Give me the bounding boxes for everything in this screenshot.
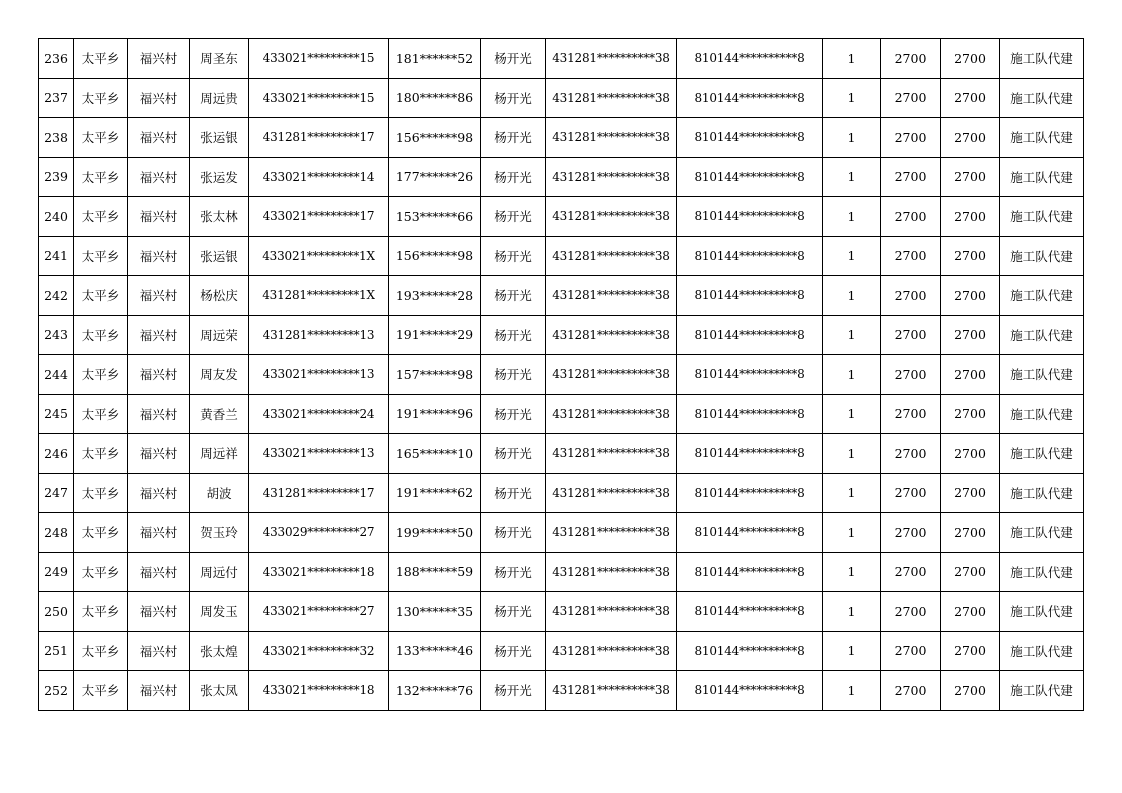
- village-cell: 福兴村: [128, 513, 190, 553]
- subsidy-cell: 2700: [941, 39, 1000, 79]
- id-number-cell: 433021*********18: [249, 552, 389, 592]
- township-cell: 太平乡: [74, 78, 128, 118]
- table-row: [39, 315, 1084, 355]
- payee-cell: 杨开光: [481, 236, 546, 276]
- payee-cell: 杨开光: [481, 355, 546, 395]
- phone-cell: 199******50: [389, 513, 481, 553]
- township-cell: 太平乡: [74, 592, 128, 632]
- account-cell: 810144**********8: [677, 236, 823, 276]
- village-cell: 福兴村: [128, 39, 190, 79]
- name-cell: 周远荣: [190, 315, 249, 355]
- phone-cell: 180******86: [389, 78, 481, 118]
- account-cell: 810144**********8: [677, 39, 823, 79]
- phone-cell: 153******66: [389, 197, 481, 237]
- subsidy-cell: 2700: [941, 355, 1000, 395]
- payee-cell: 杨开光: [481, 197, 546, 237]
- name-cell: 贺玉玲: [190, 513, 249, 553]
- table-row: [39, 197, 1084, 237]
- village-cell: 福兴村: [128, 197, 190, 237]
- payee-id-cell: 431281**********38: [546, 513, 677, 553]
- payee-id-cell: 431281**********38: [546, 197, 677, 237]
- id-number-cell: 433021*********18: [249, 671, 389, 711]
- payee-cell: 杨开光: [481, 671, 546, 711]
- name-cell: 周圣东: [190, 39, 249, 79]
- township-cell: 太平乡: [74, 513, 128, 553]
- account-cell: 810144**********8: [677, 671, 823, 711]
- village-cell: 福兴村: [128, 236, 190, 276]
- id-number-cell: 431281*********17: [249, 473, 389, 513]
- subsidy-cell: 2700: [941, 236, 1000, 276]
- payee-cell: 杨开光: [481, 434, 546, 474]
- subsidy-cell: 2700: [941, 671, 1000, 711]
- village-cell: 福兴村: [128, 157, 190, 197]
- name-cell: 张太林: [190, 197, 249, 237]
- build-method-cell: 施工队代建: [1000, 552, 1084, 592]
- row-number-cell: 250: [39, 592, 74, 632]
- account-cell: 810144**********8: [677, 473, 823, 513]
- row-number-cell: 244: [39, 355, 74, 395]
- phone-cell: 188******59: [389, 552, 481, 592]
- amount-cell: 2700: [881, 592, 941, 632]
- row-number-cell: 246: [39, 434, 74, 474]
- id-number-cell: 433021*********24: [249, 394, 389, 434]
- name-cell: 张运银: [190, 236, 249, 276]
- name-cell: 张运银: [190, 118, 249, 158]
- quantity-cell: 1: [823, 473, 881, 513]
- account-cell: 810144**********8: [677, 157, 823, 197]
- subsidy-cell: 2700: [941, 552, 1000, 592]
- name-cell: 周友发: [190, 355, 249, 395]
- table-row: [39, 355, 1084, 395]
- village-cell: 福兴村: [128, 394, 190, 434]
- build-method-cell: 施工队代建: [1000, 394, 1084, 434]
- id-number-cell: 433029*********27: [249, 513, 389, 553]
- table-row: [39, 39, 1084, 79]
- phone-cell: 181******52: [389, 39, 481, 79]
- village-cell: 福兴村: [128, 631, 190, 671]
- row-number-cell: 251: [39, 631, 74, 671]
- township-cell: 太平乡: [74, 39, 128, 79]
- amount-cell: 2700: [881, 513, 941, 553]
- row-number-cell: 245: [39, 394, 74, 434]
- quantity-cell: 1: [823, 355, 881, 395]
- phone-cell: 177******26: [389, 157, 481, 197]
- table-row: [39, 276, 1084, 316]
- name-cell: 胡波: [190, 473, 249, 513]
- quantity-cell: 1: [823, 315, 881, 355]
- table-row: [39, 118, 1084, 158]
- build-method-cell: 施工队代建: [1000, 473, 1084, 513]
- name-cell: 周远祥: [190, 434, 249, 474]
- build-method-cell: 施工队代建: [1000, 197, 1084, 237]
- row-number-cell: 240: [39, 197, 74, 237]
- village-cell: 福兴村: [128, 592, 190, 632]
- account-cell: 810144**********8: [677, 276, 823, 316]
- row-number-cell: 236: [39, 39, 74, 79]
- table-row: [39, 157, 1084, 197]
- id-number-cell: 433021*********15: [249, 78, 389, 118]
- table-row: [39, 394, 1084, 434]
- table-row: [39, 552, 1084, 592]
- quantity-cell: 1: [823, 197, 881, 237]
- account-cell: 810144**********8: [677, 315, 823, 355]
- subsidy-cell: 2700: [941, 592, 1000, 632]
- name-cell: 张太煌: [190, 631, 249, 671]
- quantity-cell: 1: [823, 236, 881, 276]
- township-cell: 太平乡: [74, 276, 128, 316]
- village-cell: 福兴村: [128, 434, 190, 474]
- account-cell: 810144**********8: [677, 592, 823, 632]
- payee-cell: 杨开光: [481, 513, 546, 553]
- amount-cell: 2700: [881, 236, 941, 276]
- village-cell: 福兴村: [128, 671, 190, 711]
- row-number-cell: 238: [39, 118, 74, 158]
- village-cell: 福兴村: [128, 118, 190, 158]
- payee-id-cell: 431281**********38: [546, 118, 677, 158]
- name-cell: 周远付: [190, 552, 249, 592]
- id-number-cell: 433021*********27: [249, 592, 389, 632]
- build-method-cell: 施工队代建: [1000, 39, 1084, 79]
- phone-cell: 157******98: [389, 355, 481, 395]
- village-cell: 福兴村: [128, 315, 190, 355]
- phone-cell: 191******62: [389, 473, 481, 513]
- table-row: [39, 78, 1084, 118]
- payee-cell: 杨开光: [481, 157, 546, 197]
- id-number-cell: 433021*********13: [249, 434, 389, 474]
- table-row: [39, 671, 1084, 711]
- payee-id-cell: 431281**********38: [546, 592, 677, 632]
- phone-cell: 133******46: [389, 631, 481, 671]
- quantity-cell: 1: [823, 157, 881, 197]
- subsidy-cell: 2700: [941, 631, 1000, 671]
- account-cell: 810144**********8: [677, 513, 823, 553]
- id-number-cell: 431281*********13: [249, 315, 389, 355]
- id-number-cell: 433021*********17: [249, 197, 389, 237]
- quantity-cell: 1: [823, 552, 881, 592]
- phone-cell: 191******29: [389, 315, 481, 355]
- township-cell: 太平乡: [74, 355, 128, 395]
- name-cell: 黄香兰: [190, 394, 249, 434]
- township-cell: 太平乡: [74, 434, 128, 474]
- account-cell: 810144**********8: [677, 78, 823, 118]
- row-number-cell: 247: [39, 473, 74, 513]
- payee-id-cell: 431281**********38: [546, 631, 677, 671]
- amount-cell: 2700: [881, 552, 941, 592]
- township-cell: 太平乡: [74, 473, 128, 513]
- payee-cell: 杨开光: [481, 78, 546, 118]
- subsidy-cell: 2700: [941, 78, 1000, 118]
- table-row: [39, 236, 1084, 276]
- village-cell: 福兴村: [128, 78, 190, 118]
- township-cell: 太平乡: [74, 394, 128, 434]
- payee-id-cell: 431281**********38: [546, 473, 677, 513]
- phone-cell: 193******28: [389, 276, 481, 316]
- quantity-cell: 1: [823, 513, 881, 553]
- subsidy-cell: 2700: [941, 197, 1000, 237]
- row-number-cell: 243: [39, 315, 74, 355]
- payee-id-cell: 431281**********38: [546, 39, 677, 79]
- build-method-cell: 施工队代建: [1000, 157, 1084, 197]
- account-cell: 810144**********8: [677, 394, 823, 434]
- village-cell: 福兴村: [128, 473, 190, 513]
- amount-cell: 2700: [881, 315, 941, 355]
- payee-id-cell: 431281**********38: [546, 552, 677, 592]
- id-number-cell: 433021*********32: [249, 631, 389, 671]
- payee-id-cell: 431281**********38: [546, 315, 677, 355]
- quantity-cell: 1: [823, 78, 881, 118]
- payee-cell: 杨开光: [481, 39, 546, 79]
- village-cell: 福兴村: [128, 355, 190, 395]
- township-cell: 太平乡: [74, 157, 128, 197]
- id-number-cell: 431281*********1X: [249, 276, 389, 316]
- id-number-cell: 433021*********14: [249, 157, 389, 197]
- payee-id-cell: 431281**********38: [546, 276, 677, 316]
- account-cell: 810144**********8: [677, 197, 823, 237]
- payee-cell: 杨开光: [481, 394, 546, 434]
- township-cell: 太平乡: [74, 197, 128, 237]
- township-cell: 太平乡: [74, 671, 128, 711]
- amount-cell: 2700: [881, 434, 941, 474]
- build-method-cell: 施工队代建: [1000, 315, 1084, 355]
- township-cell: 太平乡: [74, 236, 128, 276]
- payee-cell: 杨开光: [481, 315, 546, 355]
- build-method-cell: 施工队代建: [1000, 276, 1084, 316]
- amount-cell: 2700: [881, 39, 941, 79]
- subsidy-cell: 2700: [941, 276, 1000, 316]
- subsidy-cell: 2700: [941, 157, 1000, 197]
- payee-id-cell: 431281**********38: [546, 355, 677, 395]
- row-number-cell: 237: [39, 78, 74, 118]
- township-cell: 太平乡: [74, 118, 128, 158]
- amount-cell: 2700: [881, 157, 941, 197]
- amount-cell: 2700: [881, 118, 941, 158]
- subsidy-cell: 2700: [941, 434, 1000, 474]
- build-method-cell: 施工队代建: [1000, 236, 1084, 276]
- phone-cell: 156******98: [389, 118, 481, 158]
- payee-id-cell: 431281**********38: [546, 78, 677, 118]
- subsidy-cell: 2700: [941, 118, 1000, 158]
- township-cell: 太平乡: [74, 552, 128, 592]
- row-number-cell: 248: [39, 513, 74, 553]
- row-number-cell: 241: [39, 236, 74, 276]
- build-method-cell: 施工队代建: [1000, 78, 1084, 118]
- payee-id-cell: 431281**********38: [546, 434, 677, 474]
- village-cell: 福兴村: [128, 276, 190, 316]
- amount-cell: 2700: [881, 473, 941, 513]
- table-row: [39, 592, 1084, 632]
- table-row: [39, 473, 1084, 513]
- amount-cell: 2700: [881, 671, 941, 711]
- subsidy-cell: 2700: [941, 315, 1000, 355]
- village-cell: 福兴村: [128, 552, 190, 592]
- table-row: [39, 434, 1084, 474]
- build-method-cell: 施工队代建: [1000, 434, 1084, 474]
- build-method-cell: 施工队代建: [1000, 513, 1084, 553]
- build-method-cell: 施工队代建: [1000, 592, 1084, 632]
- amount-cell: 2700: [881, 394, 941, 434]
- payee-cell: 杨开光: [481, 631, 546, 671]
- account-cell: 810144**********8: [677, 355, 823, 395]
- payee-cell: 杨开光: [481, 592, 546, 632]
- phone-cell: 165******10: [389, 434, 481, 474]
- account-cell: 810144**********8: [677, 118, 823, 158]
- id-number-cell: 433021*********13: [249, 355, 389, 395]
- row-number-cell: 252: [39, 671, 74, 711]
- row-number-cell: 239: [39, 157, 74, 197]
- payee-cell: 杨开光: [481, 552, 546, 592]
- payee-cell: 杨开光: [481, 276, 546, 316]
- name-cell: 周远贵: [190, 78, 249, 118]
- quantity-cell: 1: [823, 671, 881, 711]
- payee-id-cell: 431281**********38: [546, 394, 677, 434]
- payee-id-cell: 431281**********38: [546, 157, 677, 197]
- township-cell: 太平乡: [74, 631, 128, 671]
- phone-cell: 191******96: [389, 394, 481, 434]
- phone-cell: 132******76: [389, 671, 481, 711]
- account-cell: 810144**********8: [677, 434, 823, 474]
- quantity-cell: 1: [823, 631, 881, 671]
- phone-cell: 130******35: [389, 592, 481, 632]
- row-number-cell: 242: [39, 276, 74, 316]
- amount-cell: 2700: [881, 276, 941, 316]
- subsidy-cell: 2700: [941, 513, 1000, 553]
- subsidy-cell: 2700: [941, 473, 1000, 513]
- id-number-cell: 431281*********17: [249, 118, 389, 158]
- build-method-cell: 施工队代建: [1000, 118, 1084, 158]
- table-row: [39, 631, 1084, 671]
- build-method-cell: 施工队代建: [1000, 355, 1084, 395]
- amount-cell: 2700: [881, 355, 941, 395]
- quantity-cell: 1: [823, 592, 881, 632]
- amount-cell: 2700: [881, 197, 941, 237]
- quantity-cell: 1: [823, 434, 881, 474]
- amount-cell: 2700: [881, 631, 941, 671]
- row-number-cell: 249: [39, 552, 74, 592]
- records-table: [38, 38, 1084, 711]
- quantity-cell: 1: [823, 39, 881, 79]
- name-cell: 张太凤: [190, 671, 249, 711]
- name-cell: 周发玉: [190, 592, 249, 632]
- amount-cell: 2700: [881, 78, 941, 118]
- account-cell: 810144**********8: [677, 552, 823, 592]
- payee-id-cell: 431281**********38: [546, 236, 677, 276]
- quantity-cell: 1: [823, 276, 881, 316]
- quantity-cell: 1: [823, 118, 881, 158]
- township-cell: 太平乡: [74, 315, 128, 355]
- payee-id-cell: 431281**********38: [546, 671, 677, 711]
- build-method-cell: 施工队代建: [1000, 671, 1084, 711]
- id-number-cell: 433021*********1X: [249, 236, 389, 276]
- table-body: [39, 39, 1084, 711]
- account-cell: 810144**********8: [677, 631, 823, 671]
- build-method-cell: 施工队代建: [1000, 631, 1084, 671]
- subsidy-cell: 2700: [941, 394, 1000, 434]
- phone-cell: 156******98: [389, 236, 481, 276]
- table-row: [39, 513, 1084, 553]
- payee-cell: 杨开光: [481, 473, 546, 513]
- name-cell: 杨松庆: [190, 276, 249, 316]
- id-number-cell: 433021*********15: [249, 39, 389, 79]
- name-cell: 张运发: [190, 157, 249, 197]
- quantity-cell: 1: [823, 394, 881, 434]
- payee-cell: 杨开光: [481, 118, 546, 158]
